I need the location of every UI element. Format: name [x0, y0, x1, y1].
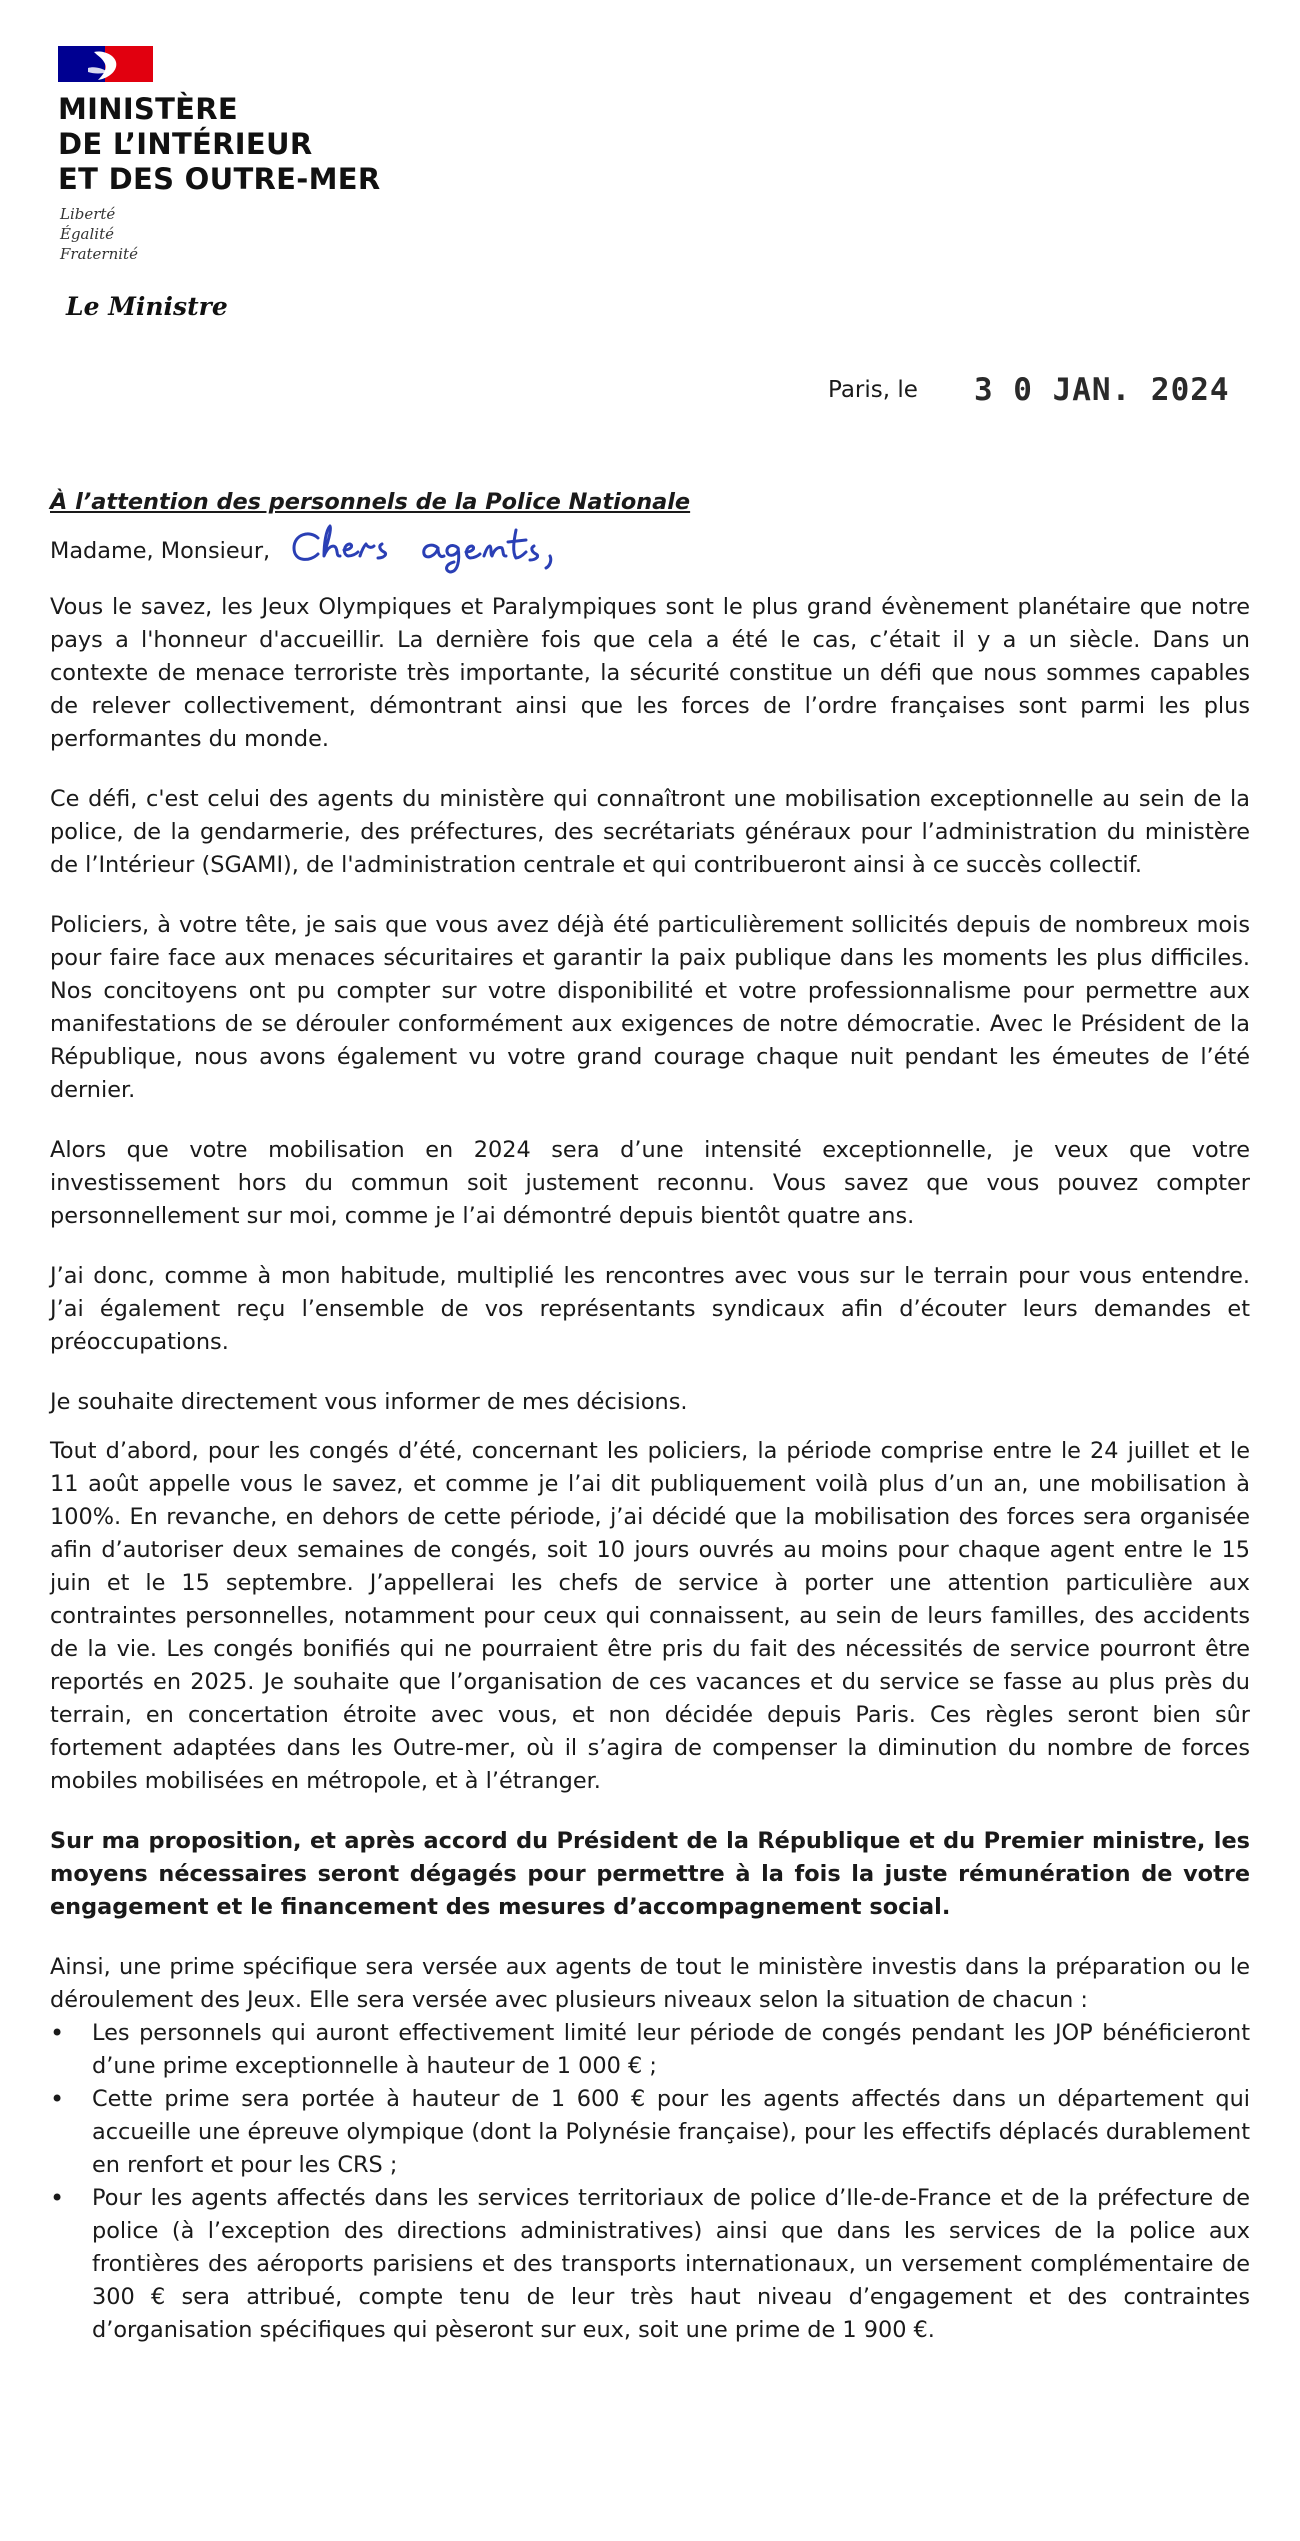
motto-line: Égalité: [60, 225, 114, 243]
logo-blue-block: [58, 46, 106, 82]
signatory-title: Le Ministre: [66, 292, 228, 321]
ministry-name: [58, 92, 381, 197]
ministry-line: DE L’INTÉRIEUR: [58, 127, 313, 161]
ministry-line: ET DES OUTRE-MER: [58, 162, 381, 196]
bullet-item: • Pour les agents affectés dans les services territoriaux de police d’Ile-de-France et de la préfecture de police (à l’exception des directions administratives) ainsi que dans les services de la police aux frontières des aéroports parisiens et des transports internationaux, un versement complémentaire de 300 € sera attribué, compte tenu de leur très haut niveau d’engagement et des contraintes d’organisation spécifiques qui pèseront sur eux, soit une prime de 1 900 €.: [92, 2182, 1250, 2347]
paragraph: Tout d’abord, pour les congés d’été, concernant les policiers, la période comprise entre le 24 juillet et le 11 août appelle vous le savez, et comme je l’ai dit publiquement voilà plus d’un an, une mobilisation à 100%. En revanche, en dehors de cette période, j’ai décidé que la mobilisation des forces sera organisée afin d’autoriser deux semaines de congés, soit 10 jours ouvrés au moins pour chaque agent entre le 15 juin et le 15 septembre. J’appellerai les chefs de service à porter une attention particulière aux contraintes personnelles, notamment pour ceux qui connaissent, au sein de leurs familles, des accidents de la vie. Les congés bonifiés qui ne pourraient être pris du fait des nécessités de service pourront être reportés en 2025. Je souhaite que l’organisation de ces vacances et du service se fasse au plus près du terrain, en concertation étroite avec vous, et non décidée depuis Paris. Ces règles seront bien sûr fortement adaptées dans les Outre-mer, où il s’agira de compenser la diminution du nombre de forces mobiles mobilisées en métropole, et à l’étranger.: [50, 1438, 1250, 1794]
motto-line: Liberté: [60, 205, 116, 223]
attention-line: À l’attention des personnels de la Police Nationale: [50, 489, 691, 515]
republic-motto: [60, 204, 138, 264]
paragraph: Policiers, à votre tête, je sais que vous avez déjà été particulièrement sollicités depuis de nombreux mois pour faire face aux menaces sécuritaires et garantir la paix publique dans les moments les plus difficiles. Nos concitoyens ont pu compter sur votre disponibilité et votre professionnalisme pour permettre aux manifestations de se dérouler conformément aux exigences de notre démocratie. Avec le Président de la République, nous avons également vu votre grand courage chaque nuit pendant les émeutes de l’été dernier.: [50, 912, 1250, 1103]
bullet-item: • Cette prime sera portée à hauteur de 1 600 € pour les agents affectés dans un département qui accueille une épreuve olympique (dont la Polynésie française), pour les effectifs déplacés durablement en renfort et pour les CRS ;: [92, 2083, 1250, 2182]
bold-paragraph: Sur ma proposition, et après accord du Président de la République et du Premier ministre, les moyens nécessaires seront dégagés pour permettre à la fois la juste rémunération de votre engagement et le financement des mesures d’accompagnement social.: [50, 1828, 1250, 1920]
ministry-line: MINISTÈRE: [58, 92, 239, 126]
motto-line: Fraternité: [60, 245, 138, 263]
salutation-line: [50, 525, 1250, 577]
paragraph: J’ai donc, comme à mon habitude, multiplié les rencontres avec vous sur le terrain pour vous entendre. J’ai également reçu l’ensemble de vos représentants syndicaux afin d’écouter leurs demandes et préoccupations.: [50, 1263, 1250, 1355]
date-stamp: 3 0 JAN. 2024: [973, 372, 1230, 408]
bullets-intro: Ainsi, une prime spécifique sera versée aux agents de tout le ministère investis dans la préparation ou le déroulement des Jeux. Elle sera versée avec plusieurs niveaux selon la situation de chacun :: [50, 1954, 1250, 2013]
bullet-item: • Les personnels qui auront effectivement limité leur période de congés pendant les JOP bénéficieront d’une prime exceptionnelle à hauteur de 1 000 € ;: [92, 2017, 1250, 2083]
salutation-text: Madame, Monsieur,: [50, 537, 271, 564]
paragraph: Ce défi, c'est celui des agents du ministère qui connaîtront une mobilisation exceptionnelle au sein de la police, de la gendarmerie, des préfectures, des secrétariats généraux pour l’administration du ministère de l’Intérieur (SGAMI), de l'administration centrale et qui contribueront ainsi à ce succès collectif.: [50, 786, 1250, 878]
paragraph: Je souhaite directement vous informer de mes décisions.: [50, 1389, 688, 1415]
bullet-list: [50, 2017, 1250, 2347]
paragraph: Vous le savez, les Jeux Olympiques et Paralympiques sont le plus grand évènement planétaire que notre pays a l'honneur d'accueillir. La dernière fois que cela a été le cas, c’était il y a un siècle. Dans un contexte de menace terroriste très importante, la sécurité constitue un défi que nous sommes capables de relever collectivement, démontrant ainsi que les forces de l’ordre françaises sont parmi les plus performantes du monde.: [50, 594, 1250, 752]
date-label: Paris, le: [828, 377, 918, 403]
paragraph: Alors que votre mobilisation en 2024 sera d’une intensité exceptionnelle, je veux que votre investissement hors du commun soit justement reconnu. Vous savez que vous pouvez compter personnellement sur moi, comme je l’ai démontré depuis bientôt quatre ans.: [50, 1137, 1250, 1229]
handwritten-greeting: [288, 520, 618, 576]
marianne-logo: [58, 46, 153, 82]
letter-body: [50, 486, 1250, 2347]
date-line: [828, 372, 1230, 408]
